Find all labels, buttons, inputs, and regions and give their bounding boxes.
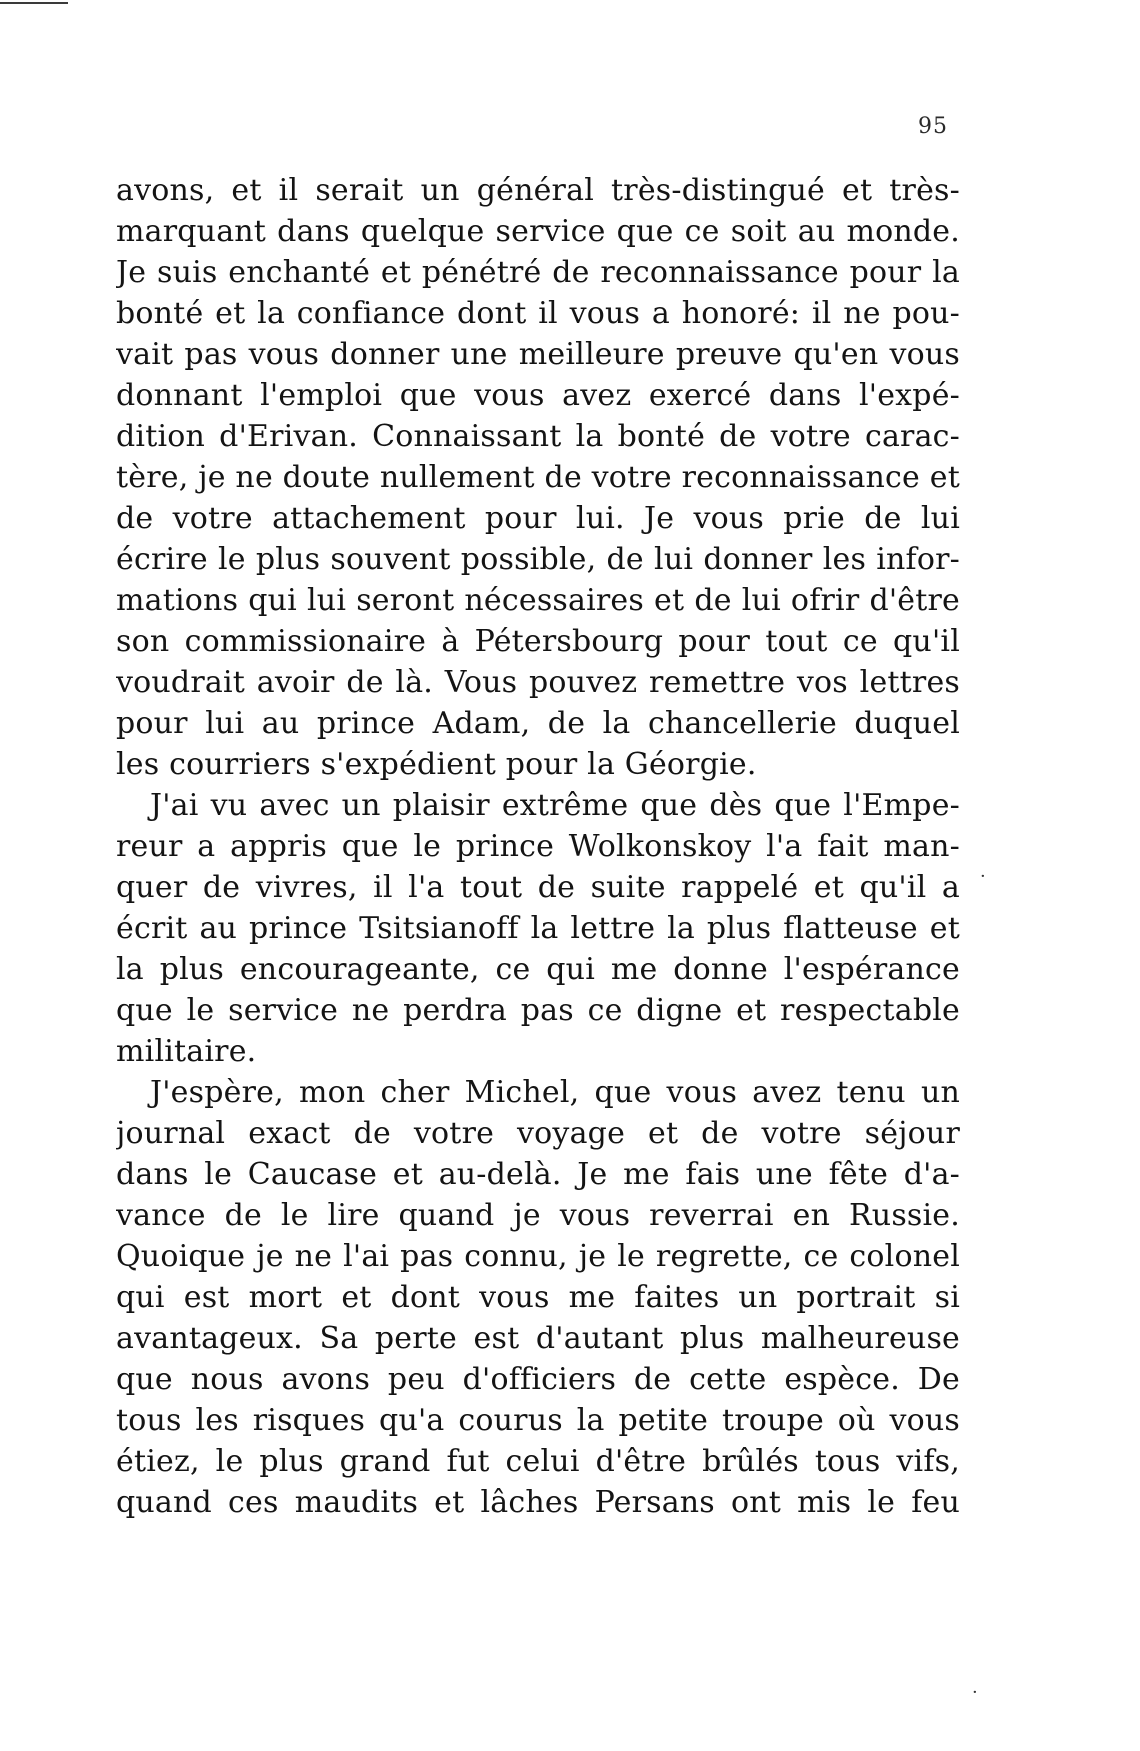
text-line: donnant l'emploi que vous avez exercé dans l'expé-: [116, 378, 960, 413]
text-line: voudrait avoir de là. Vous pouvez remettre vos lettres: [116, 665, 960, 700]
body-text: [116, 170, 960, 1523]
text-line: avantageux. Sa perte est d'autant plus malheureuse: [116, 1321, 960, 1356]
text-line: étiez, le plus grand fut celui d'être brûlés tous vifs,: [116, 1444, 960, 1479]
text-line: tère, je ne doute nullement de votre reconnaissance et: [116, 460, 960, 495]
text-line: bonté et la confiance dont il vous a honoré: il ne pou-: [116, 296, 960, 331]
text-line: dans le Caucase et au-delà. Je me fais une fête d'a-: [116, 1157, 960, 1192]
margin-speck: ·: [972, 1682, 978, 1703]
paragraph: [116, 1072, 960, 1523]
text-line: qui est mort et dont vous me faites un portrait si: [116, 1280, 960, 1315]
text-line: écrire le plus souvent possible, de lui donner les infor-: [116, 542, 960, 577]
text-line: avons, et il serait un général très-distingué et très-: [116, 173, 960, 208]
margin-speck: ·: [980, 866, 986, 887]
text-line: la plus encourageante, ce qui me donne l'espérance: [116, 952, 960, 987]
text-line: mations qui lui seront nécessaires et de lui ofrir d'être: [116, 583, 960, 618]
text-line: les courriers s'expédient pour la Géorgie.: [116, 747, 757, 782]
page-number: 95: [918, 114, 948, 139]
text-line: Quoique je ne l'ai pas connu, je le regrette, ce colonel: [116, 1239, 960, 1274]
text-line: pour lui au prince Adam, de la chancellerie duquel: [116, 706, 960, 741]
text-line: que le service ne perdra pas ce digne et respectable: [116, 993, 960, 1028]
text-line: journal exact de votre voyage et de votre séjour: [116, 1116, 960, 1151]
text-line: quand ces maudits et lâches Persans ont mis le feu: [116, 1485, 960, 1520]
text-line: militaire.: [116, 1034, 257, 1069]
text-line: quer de vivres, il l'a tout de suite rappelé et qu'il a: [116, 870, 960, 905]
text-line: que nous avons peu d'officiers de cette espèce. De: [116, 1362, 960, 1397]
text-line: de votre attachement pour lui. Je vous prie de lui: [116, 501, 960, 536]
paragraph: [116, 785, 960, 1072]
text-line: dition d'Erivan. Connaissant la bonté de votre carac-: [116, 419, 960, 454]
text-line: Je suis enchanté et pénétré de reconnaissance pour la: [116, 255, 960, 290]
scan-edge-rule: [0, 2, 68, 4]
text-line: reur a appris que le prince Wolkonskoy l'a fait man-: [116, 829, 960, 864]
text-line: son commissionaire à Pétersbourg pour tout ce qu'il: [116, 624, 960, 659]
text-line: écrit au prince Tsitsianoff la lettre la plus flatteuse et: [116, 911, 960, 946]
text-line: vance de le lire quand je vous reverrai en Russie.: [116, 1198, 960, 1233]
text-line: marquant dans quelque service que ce soit au monde.: [116, 214, 960, 249]
paragraph: [116, 170, 960, 785]
text-line: tous les risques qu'a courus la petite troupe où vous: [116, 1403, 960, 1438]
text-line: J'ai vu avec un plaisir extrême que dès que l'Empe-: [150, 788, 960, 823]
text-line: vait pas vous donner une meilleure preuve qu'en vous: [116, 337, 960, 372]
text-line: J'espère, mon cher Michel, que vous avez tenu un: [150, 1075, 960, 1110]
